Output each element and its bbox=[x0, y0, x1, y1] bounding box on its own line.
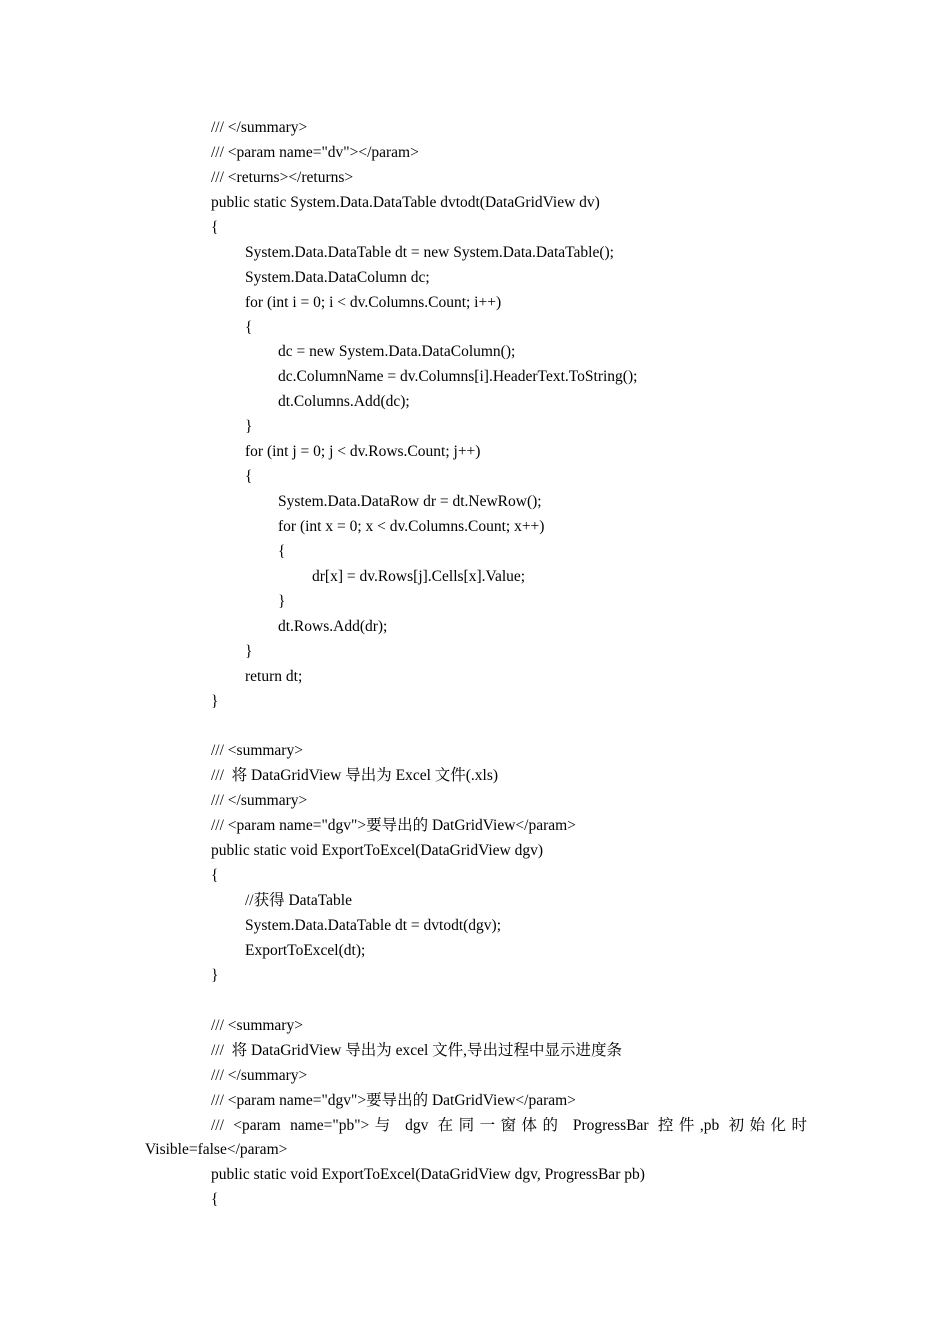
code-line: System.Data.DataRow dr = dt.NewRow(); bbox=[278, 493, 542, 511]
code-line: } bbox=[211, 966, 219, 984]
code-line: /// </summary> bbox=[211, 119, 308, 136]
code-line: /// <returns></returns> bbox=[211, 168, 354, 186]
code-line bbox=[211, 989, 950, 1014]
code-line bbox=[211, 715, 950, 740]
code-line: { bbox=[211, 867, 219, 885]
code-line: { bbox=[211, 218, 219, 236]
code-line: /// <param name="pb">与 dgv 在同一窗体的 ProgressBar 控件,pb 初始化时 bbox=[211, 1116, 807, 1134]
code-line: dc = new System.Data.DataColumn(); bbox=[278, 343, 516, 361]
code-line: /// </summary> bbox=[211, 1066, 308, 1084]
code-line: System.Data.DataColumn dc; bbox=[245, 268, 430, 286]
code-line: /// <summary> bbox=[211, 742, 303, 760]
code-line: public static System.Data.DataTable dvtodt(DataGridView dv) bbox=[211, 193, 600, 211]
code-line: } bbox=[245, 418, 253, 436]
code-line: { bbox=[211, 1191, 219, 1209]
code-line: dc.ColumnName = dv.Columns[i].HeaderText.ToString(); bbox=[278, 368, 638, 386]
code-line: { bbox=[245, 468, 253, 486]
code-line: for (int j = 0; j < dv.Rows.Count; j++) bbox=[245, 443, 481, 461]
code-line: System.Data.DataTable dt = dvtodt(dgv); bbox=[245, 917, 502, 934]
code-line: /// 将 DataGridView 导出为 excel 文件,导出过程中显示进度条 bbox=[211, 1041, 623, 1059]
code-line: public static void ExportToExcel(DataGridView dgv, ProgressBar pb) bbox=[211, 1166, 645, 1184]
code-line: /// <param name="dgv">要导出的 DatGridView</param> bbox=[211, 1091, 576, 1109]
code-line: } bbox=[245, 642, 253, 660]
document-page bbox=[0, 116, 950, 1213]
code-line: for (int i = 0; i < dv.Columns.Count; i++) bbox=[245, 293, 502, 311]
code-line: /// <param name="dv"></param> bbox=[211, 143, 419, 161]
code-line: for (int x = 0; x < dv.Columns.Count; x++) bbox=[278, 518, 545, 535]
code-line: dt.Columns.Add(dc); bbox=[278, 393, 410, 411]
code-line: dr[x] = dv.Rows[j].Cells[x].Value; bbox=[312, 567, 526, 585]
code-line: public static void ExportToExcel(DataGridView dgv) bbox=[211, 842, 544, 860]
code-line: } bbox=[211, 692, 219, 710]
code-line: /// <summary> bbox=[211, 1016, 303, 1034]
code-line: } bbox=[278, 592, 286, 610]
code-line: System.Data.DataTable dt = new System.Data.DataTable(); bbox=[245, 243, 614, 261]
code-line: { bbox=[245, 318, 253, 336]
code-line: return dt; bbox=[245, 667, 303, 685]
code-line: /// </summary> bbox=[211, 792, 308, 810]
code-line: dt.Rows.Add(dr); bbox=[278, 617, 388, 635]
code-line: ExportToExcel(dt); bbox=[245, 941, 366, 959]
code-line: /// 将 DataGridView 导出为 Excel 文件(.xls) bbox=[211, 767, 499, 785]
code-line: /// <param name="dgv">要导出的 DatGridView</param> bbox=[211, 817, 576, 835]
code-line: Visible=false</param> bbox=[145, 1141, 288, 1159]
code-line: //获得 DataTable bbox=[245, 892, 352, 910]
code-line: { bbox=[278, 542, 286, 560]
